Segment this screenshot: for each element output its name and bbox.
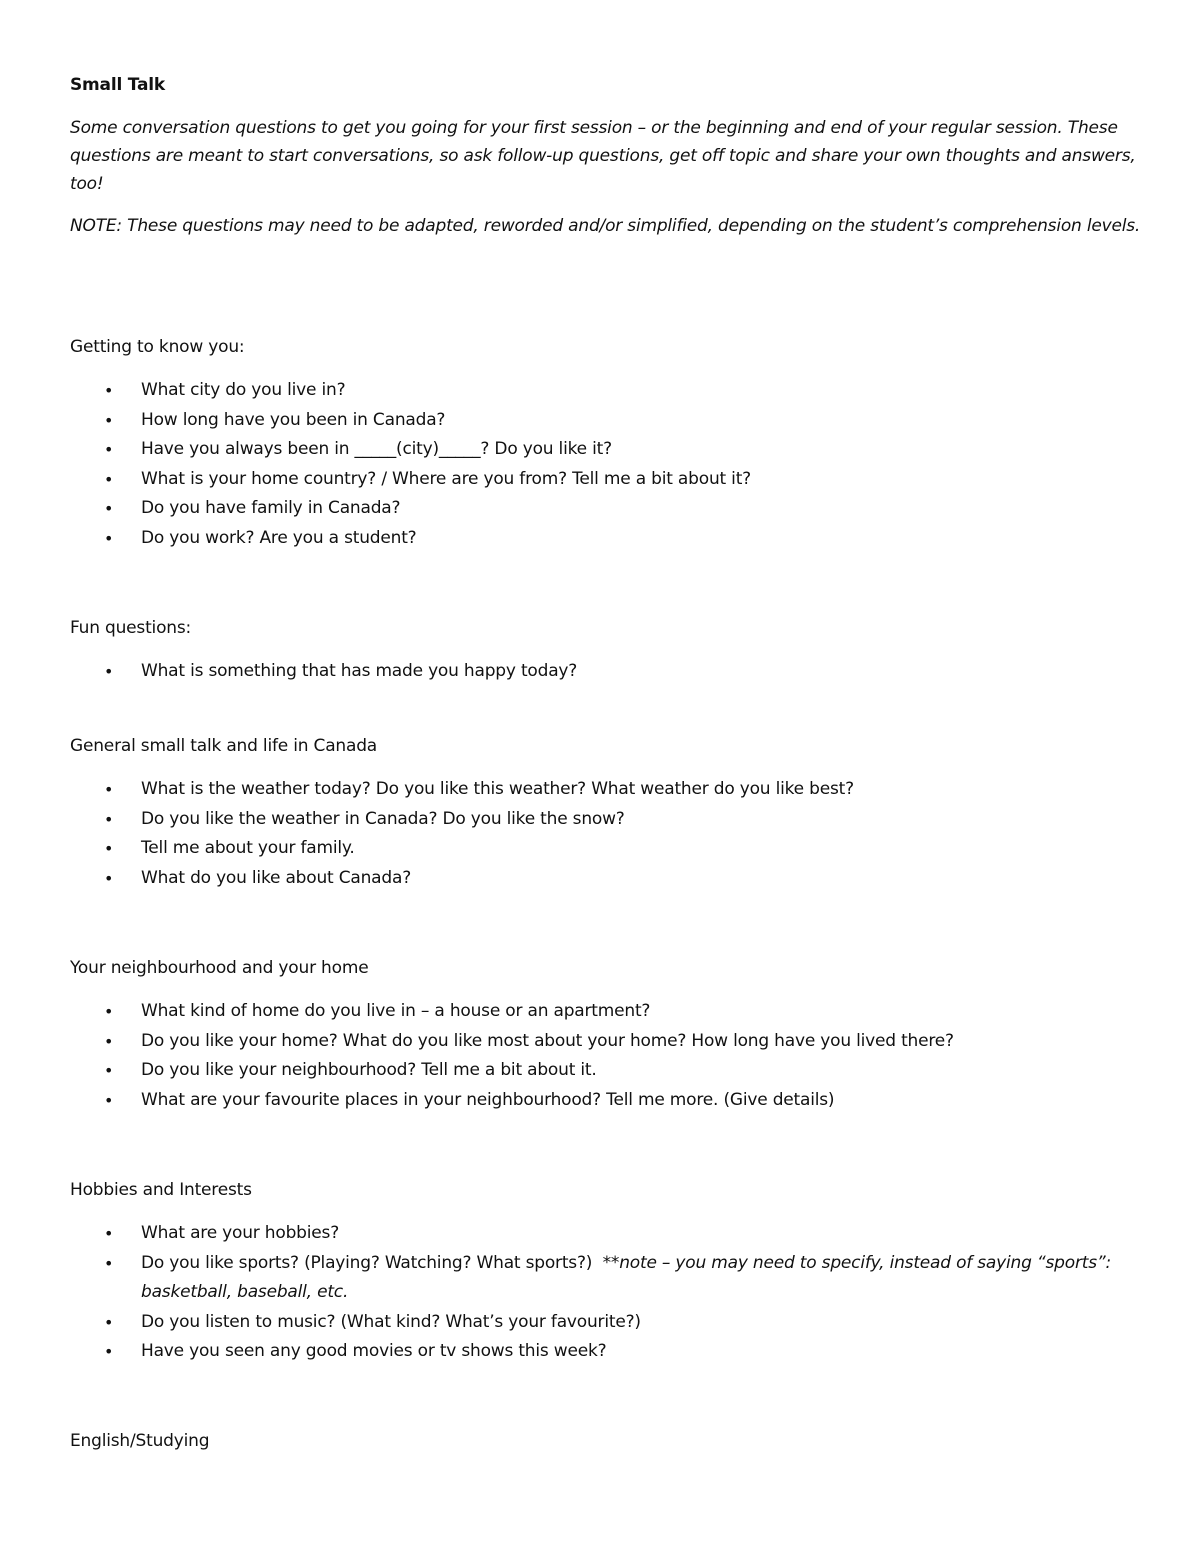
question-list xyxy=(70,997,1150,1115)
bullet-icon: • xyxy=(104,839,114,859)
section-heading: English/Studying xyxy=(70,1431,210,1451)
question-text: What are your hobbies? xyxy=(141,1223,340,1243)
question-text: What do you like about Canada? xyxy=(141,867,412,888)
bullet-icon: • xyxy=(104,469,114,489)
section-heading: General small talk and life in Canada xyxy=(70,736,378,756)
question-text: Do you like your home? What do you like most about your home? How long have you lived there? xyxy=(141,1030,954,1051)
bullet-icon: • xyxy=(104,868,114,888)
bullet-icon: • xyxy=(104,1224,114,1243)
section-general-small-talk xyxy=(70,733,1150,893)
bullet-icon: • xyxy=(104,1253,114,1273)
bullet-icon: • xyxy=(104,440,114,460)
bullet-icon: • xyxy=(104,1061,114,1081)
question-list xyxy=(70,657,1150,687)
bullet-icon: • xyxy=(104,662,114,681)
section-getting-to-know-you xyxy=(70,334,1150,554)
section-heading: Getting to know you: xyxy=(70,337,245,357)
list-item xyxy=(70,834,1150,864)
section-neighbourhood-and-home xyxy=(70,955,1150,1115)
list-item xyxy=(70,465,1150,495)
question-text: What is the weather today? Do you like this weather? What weather do you like best? xyxy=(141,779,854,799)
question-text: How long have you been in Canada? xyxy=(141,409,446,430)
list-item xyxy=(70,775,1150,805)
list-item xyxy=(70,435,1150,465)
question-list xyxy=(70,1219,1150,1367)
section-hobbies-and-interests xyxy=(70,1177,1150,1367)
bullet-icon: • xyxy=(104,528,114,548)
section-heading: Fun questions: xyxy=(70,618,192,638)
question-text: Have you always been in _____(city)_____? Do you like it? xyxy=(141,439,612,460)
bullet-icon: • xyxy=(104,1342,114,1362)
question-text: Do you listen to music? (What kind? What’s your favourite?) xyxy=(141,1311,641,1332)
question-text: What is something that has made you happy today? xyxy=(141,661,578,681)
list-item xyxy=(70,1249,1150,1308)
section-english-studying xyxy=(70,1428,1150,1454)
bullet-icon: • xyxy=(104,381,114,400)
list-item xyxy=(70,406,1150,436)
bullet-icon: • xyxy=(104,1312,114,1332)
bullet-icon: • xyxy=(104,410,114,430)
sports-note: **note – you may need to specify, instead of saying “sports”: basketball, baseball, etc. xyxy=(141,1252,1111,1303)
list-item xyxy=(70,1027,1150,1057)
list-item xyxy=(70,657,1150,687)
bullet-icon: • xyxy=(104,780,114,799)
bullet-icon: • xyxy=(104,1002,114,1021)
document-title: Small Talk xyxy=(70,75,166,95)
question-text: What are your favourite places in your neighbourhood? Tell me more. (Give details) xyxy=(141,1089,835,1110)
list-item xyxy=(70,864,1150,894)
question-text: What is your home country? / Where are you from? Tell me a bit about it? xyxy=(141,468,751,489)
bullet-icon: • xyxy=(104,1031,114,1051)
list-item xyxy=(70,524,1150,554)
question-list xyxy=(70,775,1150,893)
list-item xyxy=(70,1337,1150,1367)
question-text: Have you seen any good movies or tv shows this week? xyxy=(141,1341,607,1362)
list-item xyxy=(70,1219,1150,1249)
section-fun-questions xyxy=(70,615,1150,687)
question-text: Do you like your neighbourhood? Tell me a bit about it. xyxy=(141,1060,597,1081)
question-text: Tell me about your family. xyxy=(141,838,355,859)
bullet-icon: • xyxy=(104,1090,114,1110)
intro-paragraph: Some conversation questions to get you going for your first session – or the beginning and end of your regular session. These questions are meant to start conversations, so ask follow-up questions, get off topic and share your own thoughts and answers, too! xyxy=(70,118,1136,194)
question-text: Do you have family in Canada? xyxy=(141,498,401,519)
question-text: Do you like the weather in Canada? Do you like the snow? xyxy=(141,808,625,829)
list-item xyxy=(70,805,1150,835)
section-heading: Your neighbourhood and your home xyxy=(70,958,369,978)
list-item xyxy=(70,1086,1150,1116)
list-item xyxy=(70,1308,1150,1338)
section-heading: Hobbies and Interests xyxy=(70,1180,252,1200)
question-text: What kind of home do you live in – a house or an apartment? xyxy=(141,1001,651,1021)
list-item xyxy=(70,1056,1150,1086)
question-text: What city do you live in? xyxy=(141,380,346,400)
list-item xyxy=(70,494,1150,524)
bullet-icon: • xyxy=(104,809,114,829)
question-list xyxy=(70,376,1150,554)
bullet-icon: • xyxy=(104,499,114,519)
note-paragraph: NOTE: These questions may need to be adapted, reworded and/or simplified, depending on the student’s comprehension levels. xyxy=(70,216,1141,236)
document-page xyxy=(70,72,1150,1451)
list-item xyxy=(70,997,1150,1027)
question-text: Do you like sports? (Playing? Watching? What sports?) xyxy=(141,1252,593,1273)
list-item xyxy=(70,376,1150,406)
question-text: Do you work? Are you a student? xyxy=(141,527,417,548)
